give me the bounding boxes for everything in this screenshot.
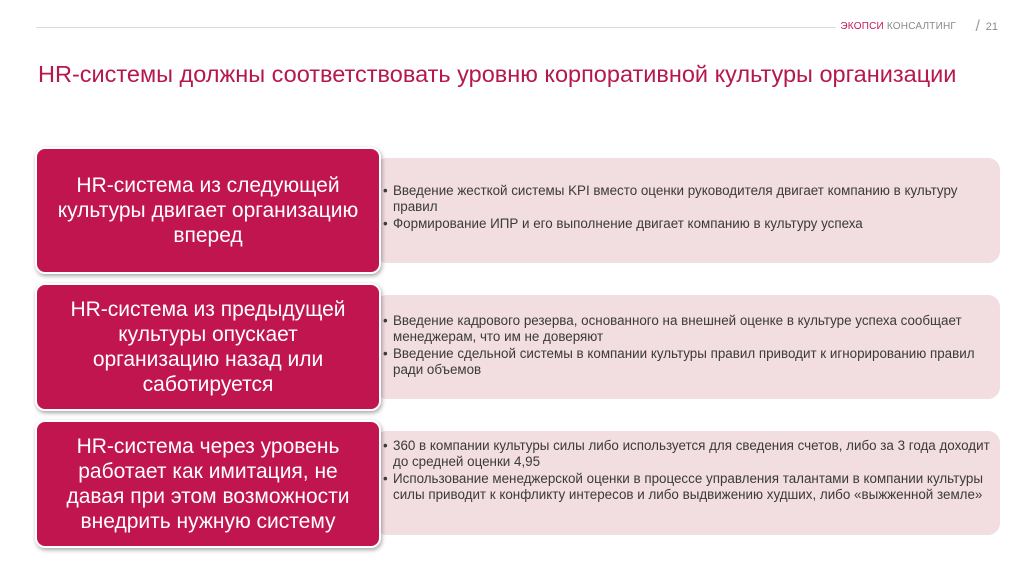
row-2	[35, 283, 1000, 411]
bullet-item	[383, 183, 990, 215]
bullet-icon: •	[383, 346, 388, 361]
bullet-item	[383, 216, 990, 232]
bullet-text: Формирование ИПР и его выполнение двигает компанию в культуру успеха	[393, 216, 863, 231]
row-heading-card	[35, 147, 381, 274]
row-1	[35, 147, 1000, 274]
slide-title: HR-системы должны соответствовать уровню корпоративной культуры организации	[38, 61, 957, 87]
bullet-text: Введение сдельной системы в компании культуры правил приводит к игнорированию правил ради объемов	[393, 346, 975, 377]
page-separator: /	[975, 18, 980, 35]
row-heading: HR-система через уровень работает как имитация, не давая при этом возможности внедрить нужную систему	[66, 435, 350, 533]
bullet-icon: •	[383, 438, 388, 453]
bullet-list	[383, 438, 990, 504]
bullet-list	[383, 183, 990, 233]
bullet-item	[383, 471, 990, 503]
bullet-item	[383, 346, 990, 378]
bullet-text: Использование менеджерской оценки в процессе управления талантами в компании культуры силы приводит к конфликту интересов и либо выдвижению худших, либо «выжженной земле»	[393, 471, 983, 502]
row-heading: HR-система из следующей культуры двигает организацию вперед	[57, 174, 359, 247]
bullet-list	[383, 313, 990, 379]
bullet-icon: •	[383, 313, 388, 328]
bullet-icon: •	[383, 216, 388, 231]
row-3	[35, 420, 1000, 548]
row-heading: HR-система из предыдущей культуры опускает организацию назад или саботируется	[70, 298, 346, 396]
brand-secondary: КОНСАЛТИНГ	[886, 21, 956, 32]
bullet-icon: •	[383, 183, 388, 198]
brand-primary: ЭКОПСИ	[840, 21, 884, 32]
bullet-text: Введение кадрового резерва, основанного на внешней оценке в культуре успеха сообщает менеджерам, что им не доверяют	[393, 313, 962, 344]
brand-logo	[840, 21, 956, 32]
bullet-item	[383, 313, 990, 345]
bullet-icon: •	[383, 471, 388, 486]
bullet-text: 360 в компании культуры силы либо используется для сведения счетов, либо за 3 года доходит до средней оценки 4,95	[393, 438, 990, 469]
bullet-item	[383, 438, 990, 470]
row-heading-card	[35, 420, 381, 548]
page-number: 21	[985, 21, 998, 33]
header-divider	[36, 27, 836, 28]
bullet-text: Введение жесткой системы KPI вместо оценки руководителя двигает компанию в культуру правил	[393, 183, 958, 214]
row-heading-card	[35, 283, 381, 411]
